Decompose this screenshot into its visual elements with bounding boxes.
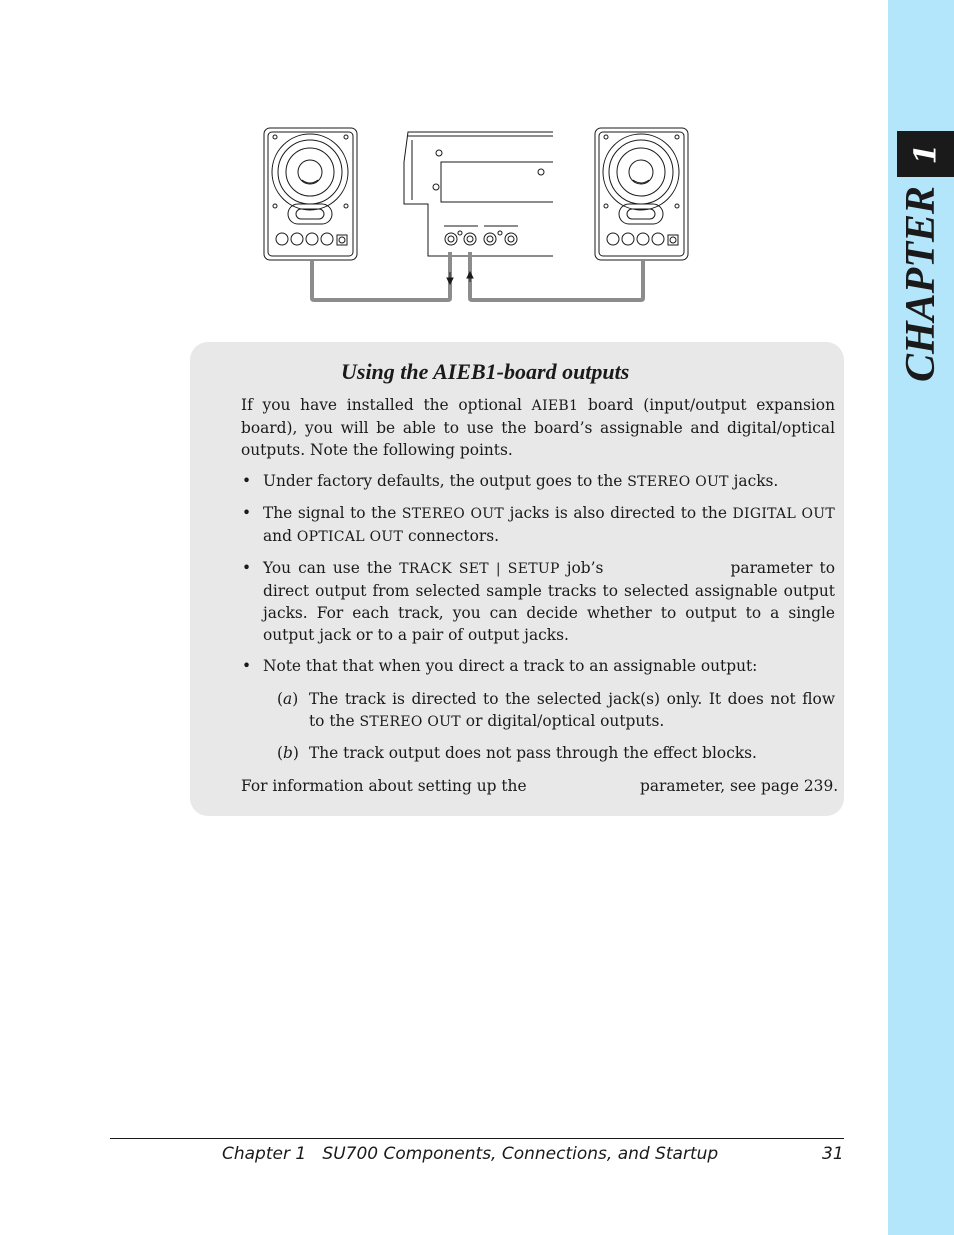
bullet-dot: • [242, 657, 252, 675]
left-speaker-illustration [264, 128, 357, 260]
speaker-cables [312, 252, 643, 300]
bullet-item: The signal to the STEREO OUT jacks is also directed to the DIGITAL OUT and OPTICAL OUT connectors. [263, 504, 835, 545]
sub-item: The track is directed to the selected jack(s) only. It does not flow to the STEREO OUT or digital/optical outputs. [309, 690, 835, 730]
bullet-item: Note that that when you direct a track to an assignable output: [263, 657, 758, 675]
note-title: Using the AIEB1-board outputs [341, 359, 630, 384]
sub-item: The track output does not pass through the effect blocks. [309, 744, 757, 762]
chapter-label: CHAPTER [898, 185, 944, 383]
footer-rule [110, 1138, 844, 1139]
bullet-item: Under factory defaults, the output goes to the STEREO OUT jacks. [263, 472, 779, 490]
sub-item-label: (a) [277, 690, 299, 708]
bullet-dot: • [242, 504, 252, 522]
sub-item-label: (b) [277, 744, 299, 762]
outro-text: For information about setting up the [241, 777, 527, 795]
chapter-number-box [897, 131, 954, 177]
intro-paragraph: If you have installed the optional AIEB1 board (input/output expansion board), you will be able to use the board’s assignable and digital/optical outputs. Note the following points. [241, 396, 835, 459]
su700-rear-panel-illustration [404, 132, 553, 256]
chapter-number: 1 [908, 143, 943, 165]
footer-chapter-title: Chapter 1 SU700 Components, Connections, and Startup [222, 1144, 719, 1164]
bullet-dot: • [242, 559, 252, 577]
bullet-item: You can use the TRACK SET | SETUP job’s parameter to direct output from selected sample tracks to selected assignable output jacks. For each track, you can decide whether to output to a single output jack or to a pair of output jacks. [263, 559, 836, 644]
right-speaker-illustration [595, 128, 688, 260]
footer-page-number: 31 [822, 1144, 844, 1164]
bullet-dot: • [242, 472, 252, 490]
speaker-connection-diagram [258, 122, 698, 308]
outro-page-ref: parameter, see page 239. [640, 777, 839, 795]
